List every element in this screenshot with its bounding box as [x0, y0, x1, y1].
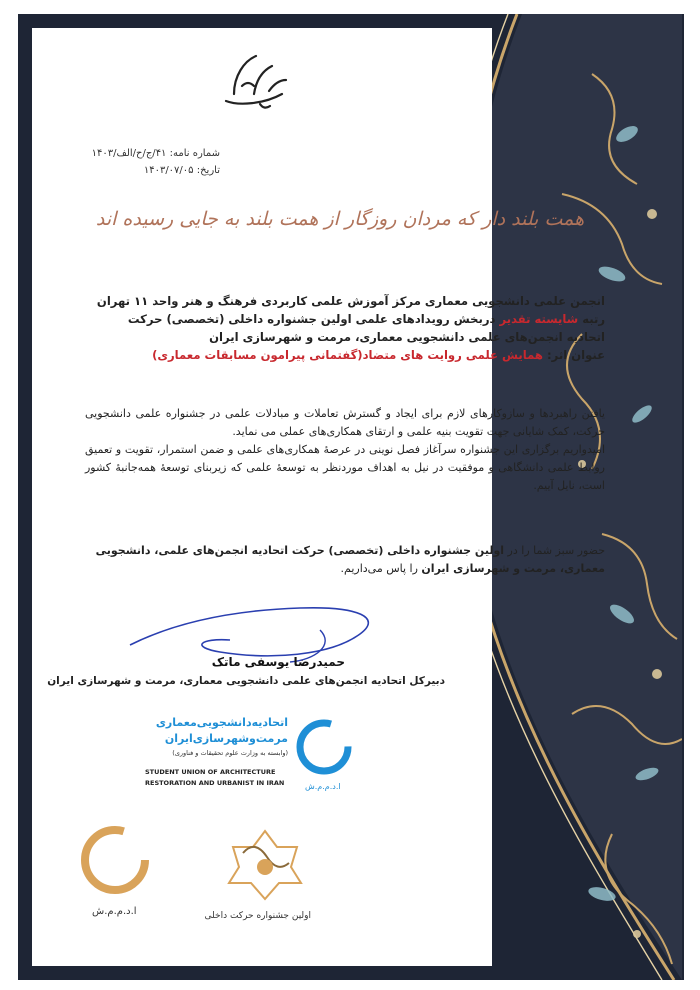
festival-emblem: [204, 825, 315, 925]
work-title: همایش علمی روایت های متضاد(گفتمانی پیرامون مسابقات معماری): [152, 348, 543, 362]
union-name-fa-1: اتحادیه‌دانشجویی‌معماری: [155, 716, 288, 729]
signer-title: دبیرکل اتحادیه انجمن‌های علمی دانشجویی معماری، مرمت و شهرسازی ایران: [47, 675, 445, 687]
heading-line-2-post: دربخش رویدادهای علمی اولین جشنواره داخلی (تخصصی) حرکت: [127, 312, 500, 326]
union-mark-caption: ا.د.م.م.ش: [305, 782, 341, 791]
heading-line-2: [85, 310, 605, 328]
left-emblem-caption: ا.د.م.م.ش: [92, 906, 137, 917]
letter-date: تاریخ: ۱۴۰۳/۰۷/۰۵: [143, 165, 220, 176]
signer-name: حمیدرضا یوسفی ماتک: [211, 655, 345, 669]
closing-bold: اولین جشنواره داخلی (تخصصی) حرکت اتحادیه انجمن‌های علمی، دانشجویی معماری، مرمت و شهرسازی ایران: [95, 544, 605, 575]
festival-caption: اولین جشنواره حرکت داخلی: [204, 911, 311, 921]
union-ring-icon: [293, 716, 355, 778]
letter-number: شماره نامه: ۴۱/ج/ح/الف/۱۴۰۳: [91, 148, 220, 159]
union-logo: [145, 712, 360, 802]
body-paragraph-2: امیدواریم برگزاری این جشنواره سرآغاز فصل نوینی در عرصهٔ همکاری‌های علمی و ضمن استمرار، تقویت و تعمیق روابط علمی دانشگاهی و موفقیت در نیل به اهداف موردنظر به توسعهٔ علمی که زیربنای توسعهٔ همه‌جانبهٔ کشور است، نایل آییم.: [85, 443, 605, 492]
work-title-label: عنوان اثر:: [542, 348, 605, 362]
left-ring-icon: [70, 822, 160, 902]
letter-body: [85, 405, 605, 495]
award-rank: شایسته تقدیر: [499, 312, 579, 326]
union-name-en-2: RESTORATION AND URBANIST IN IRAN: [145, 779, 285, 787]
body-paragraph-1: یافتن راهبردها و سازوکارهای لازم برای ایجاد و گسترش تعاملات و مبادلات علمی در جشنواره علمی دانشجویی حرکت، کمک شایانی جهت تقویت بنیه علمی و ارتقای همکاری‌های عملی می نماید.: [85, 407, 605, 438]
union-name-en-1: STUDENT UNION OF ARCHITECTURE: [145, 768, 276, 776]
heading-line-1: انجمن علمی دانشجویی معماری مرکز آموزش علمی کاربردی فرهنگ و هنر واحد ۱۱ تهران: [96, 294, 605, 308]
closing-paragraph: [85, 542, 605, 578]
union-name-fa-2: مرمت‌وشهرسازی‌ایران: [164, 732, 288, 745]
heading-line-3: اتحادیه انجمن‌های علمی دانشجویی معماری، مرمت و شهرسازی ایران: [209, 330, 605, 344]
left-emblem: [70, 822, 160, 922]
heading-line-2-pre: رتبه: [578, 312, 605, 326]
letter-meta: [60, 145, 220, 179]
basmala-calligraphy-icon: [214, 46, 294, 116]
award-heading: [85, 292, 605, 364]
closing-pre: حضور سبز شما را در: [504, 544, 605, 557]
closing-post: را پاس می‌داریم.: [340, 562, 422, 575]
festival-star-icon: [215, 825, 315, 905]
union-affiliation: (وابسته به وزارت علوم تحقیقات و فناوری): [172, 749, 288, 757]
motto-calligraphy: همت بلند دار که مردان روزگار از همت بلند به جایی رسیده اند: [95, 208, 585, 230]
heading-line-4: [85, 346, 605, 364]
